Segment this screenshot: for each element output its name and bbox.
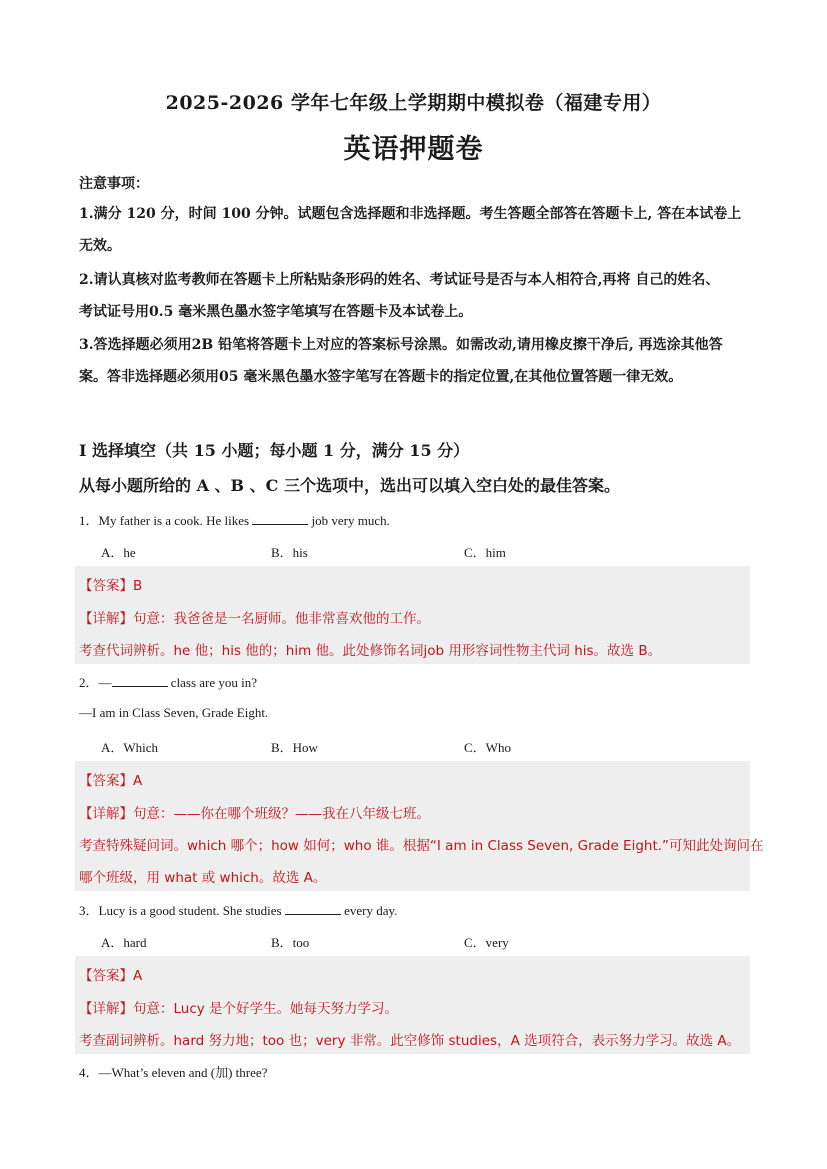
notice-item-3	[79, 329, 759, 393]
notice-item-2-line-2: 考试证号用0.5 毫米黑色墨水签字笔填写在答题卡及本试卷上。	[79, 304, 473, 320]
option-a: A．hard	[101, 935, 147, 950]
notice-item-2	[79, 264, 759, 328]
exam-title: 2025-2026 学年七年级上学期期中模拟卷（福建专用）	[165, 92, 662, 114]
question-1-stem: 1．My father is a cook. He likes job very much.	[79, 513, 390, 528]
option-c: C．very	[464, 935, 509, 950]
answer-label: 【答案】B	[79, 578, 143, 594]
question-2-reply: —I am in Class Seven, Grade Eight.	[79, 705, 269, 720]
option-a: A．he	[101, 545, 136, 560]
section-instruction: 从每小题所给的 A 、B 、C 三个选项中，选出可以填入空白处的最佳答案。	[79, 476, 620, 495]
answer-detail: 【详解】句意：我爸爸是一名厨师。他非常喜欢他的工作。	[79, 611, 430, 627]
question-3-answer-box	[75, 956, 750, 1054]
option-b: B．his	[271, 545, 308, 560]
question-4-stem: 4．—What’s eleven and (加) three?	[79, 1065, 268, 1080]
answer-label: 【答案】A	[79, 773, 143, 789]
answer-detail: 【详解】句意：Lucy 是个好学生。她每天努力学习。	[79, 1001, 399, 1017]
option-a: A．Which	[101, 740, 159, 755]
question-2-answer-box	[75, 761, 764, 891]
notice-item-3-line-2: 案。答非选择题必须用05 毫米黑色墨水签字笔写在答题卡的指定位置,在其他位置答题一律无效。	[79, 369, 683, 385]
question-2-stem: 2．— class are you in?	[79, 675, 258, 690]
option-c: C．him	[464, 545, 506, 560]
answer-analysis-cont: 哪个班级，用 what 或 which。故选 A。	[79, 870, 327, 886]
answer-analysis: 考查特殊疑问词。which 哪个；how 如何；who 谁。根据“I am in Class Seven, Grade Eight.”可知此处询问在	[79, 838, 764, 854]
notice-item-2-line-1: 2.请认真核对监考教师在答题卡上所粘贴条形码的姓名、考试证号是否与本人相符合,再将 自己的姓名、	[79, 272, 720, 288]
notice-label: 注意事项：	[79, 176, 149, 192]
option-b: B．How	[271, 740, 318, 755]
answer-blank	[252, 513, 308, 525]
question-3-stem: 3．Lucy is a good student. She studies every day.	[79, 903, 398, 918]
notice-item-1-line-1: 1.满分 120 分，时间 100 分钟。试题包含选择题和非选择题。考生答题全部答在答题卡上, 答在本试卷上	[79, 206, 742, 222]
notice-item-3-line-1: 3.答选择题必须用2B 铅笔将答题卡上对应的答案标号涂黑。如需改动,请用橡皮擦干净后, 再选涂其他答	[79, 337, 723, 353]
exam-subtitle: 英语押题卷	[343, 134, 484, 165]
question-1-answer-box	[75, 566, 750, 664]
option-c: C．Who	[464, 740, 511, 755]
section-title: I 选择填空（共 15 小题；每小题 1 分，满分 15 分）	[79, 441, 470, 460]
answer-blank	[112, 675, 168, 687]
answer-blank	[285, 903, 341, 915]
notice-item-1-line-2: 无效。	[79, 238, 121, 254]
option-b: B．too	[271, 935, 310, 950]
answer-analysis: 考查代词辨析。he 他；his 他的；him 他。此处修饰名词job 用形容词性物主代词 his。故选 B。	[79, 643, 662, 659]
answer-label: 【答案】A	[79, 968, 143, 984]
answer-detail: 【详解】句意：——你在哪个班级？——我在八年级七班。	[79, 806, 430, 822]
answer-analysis: 考查副词辨析。hard 努力地；too 也；very 非常。此空修饰 studies，A 选项符合，表示努力学习。故选 A。	[79, 1033, 741, 1049]
notice-item-1	[79, 198, 759, 262]
